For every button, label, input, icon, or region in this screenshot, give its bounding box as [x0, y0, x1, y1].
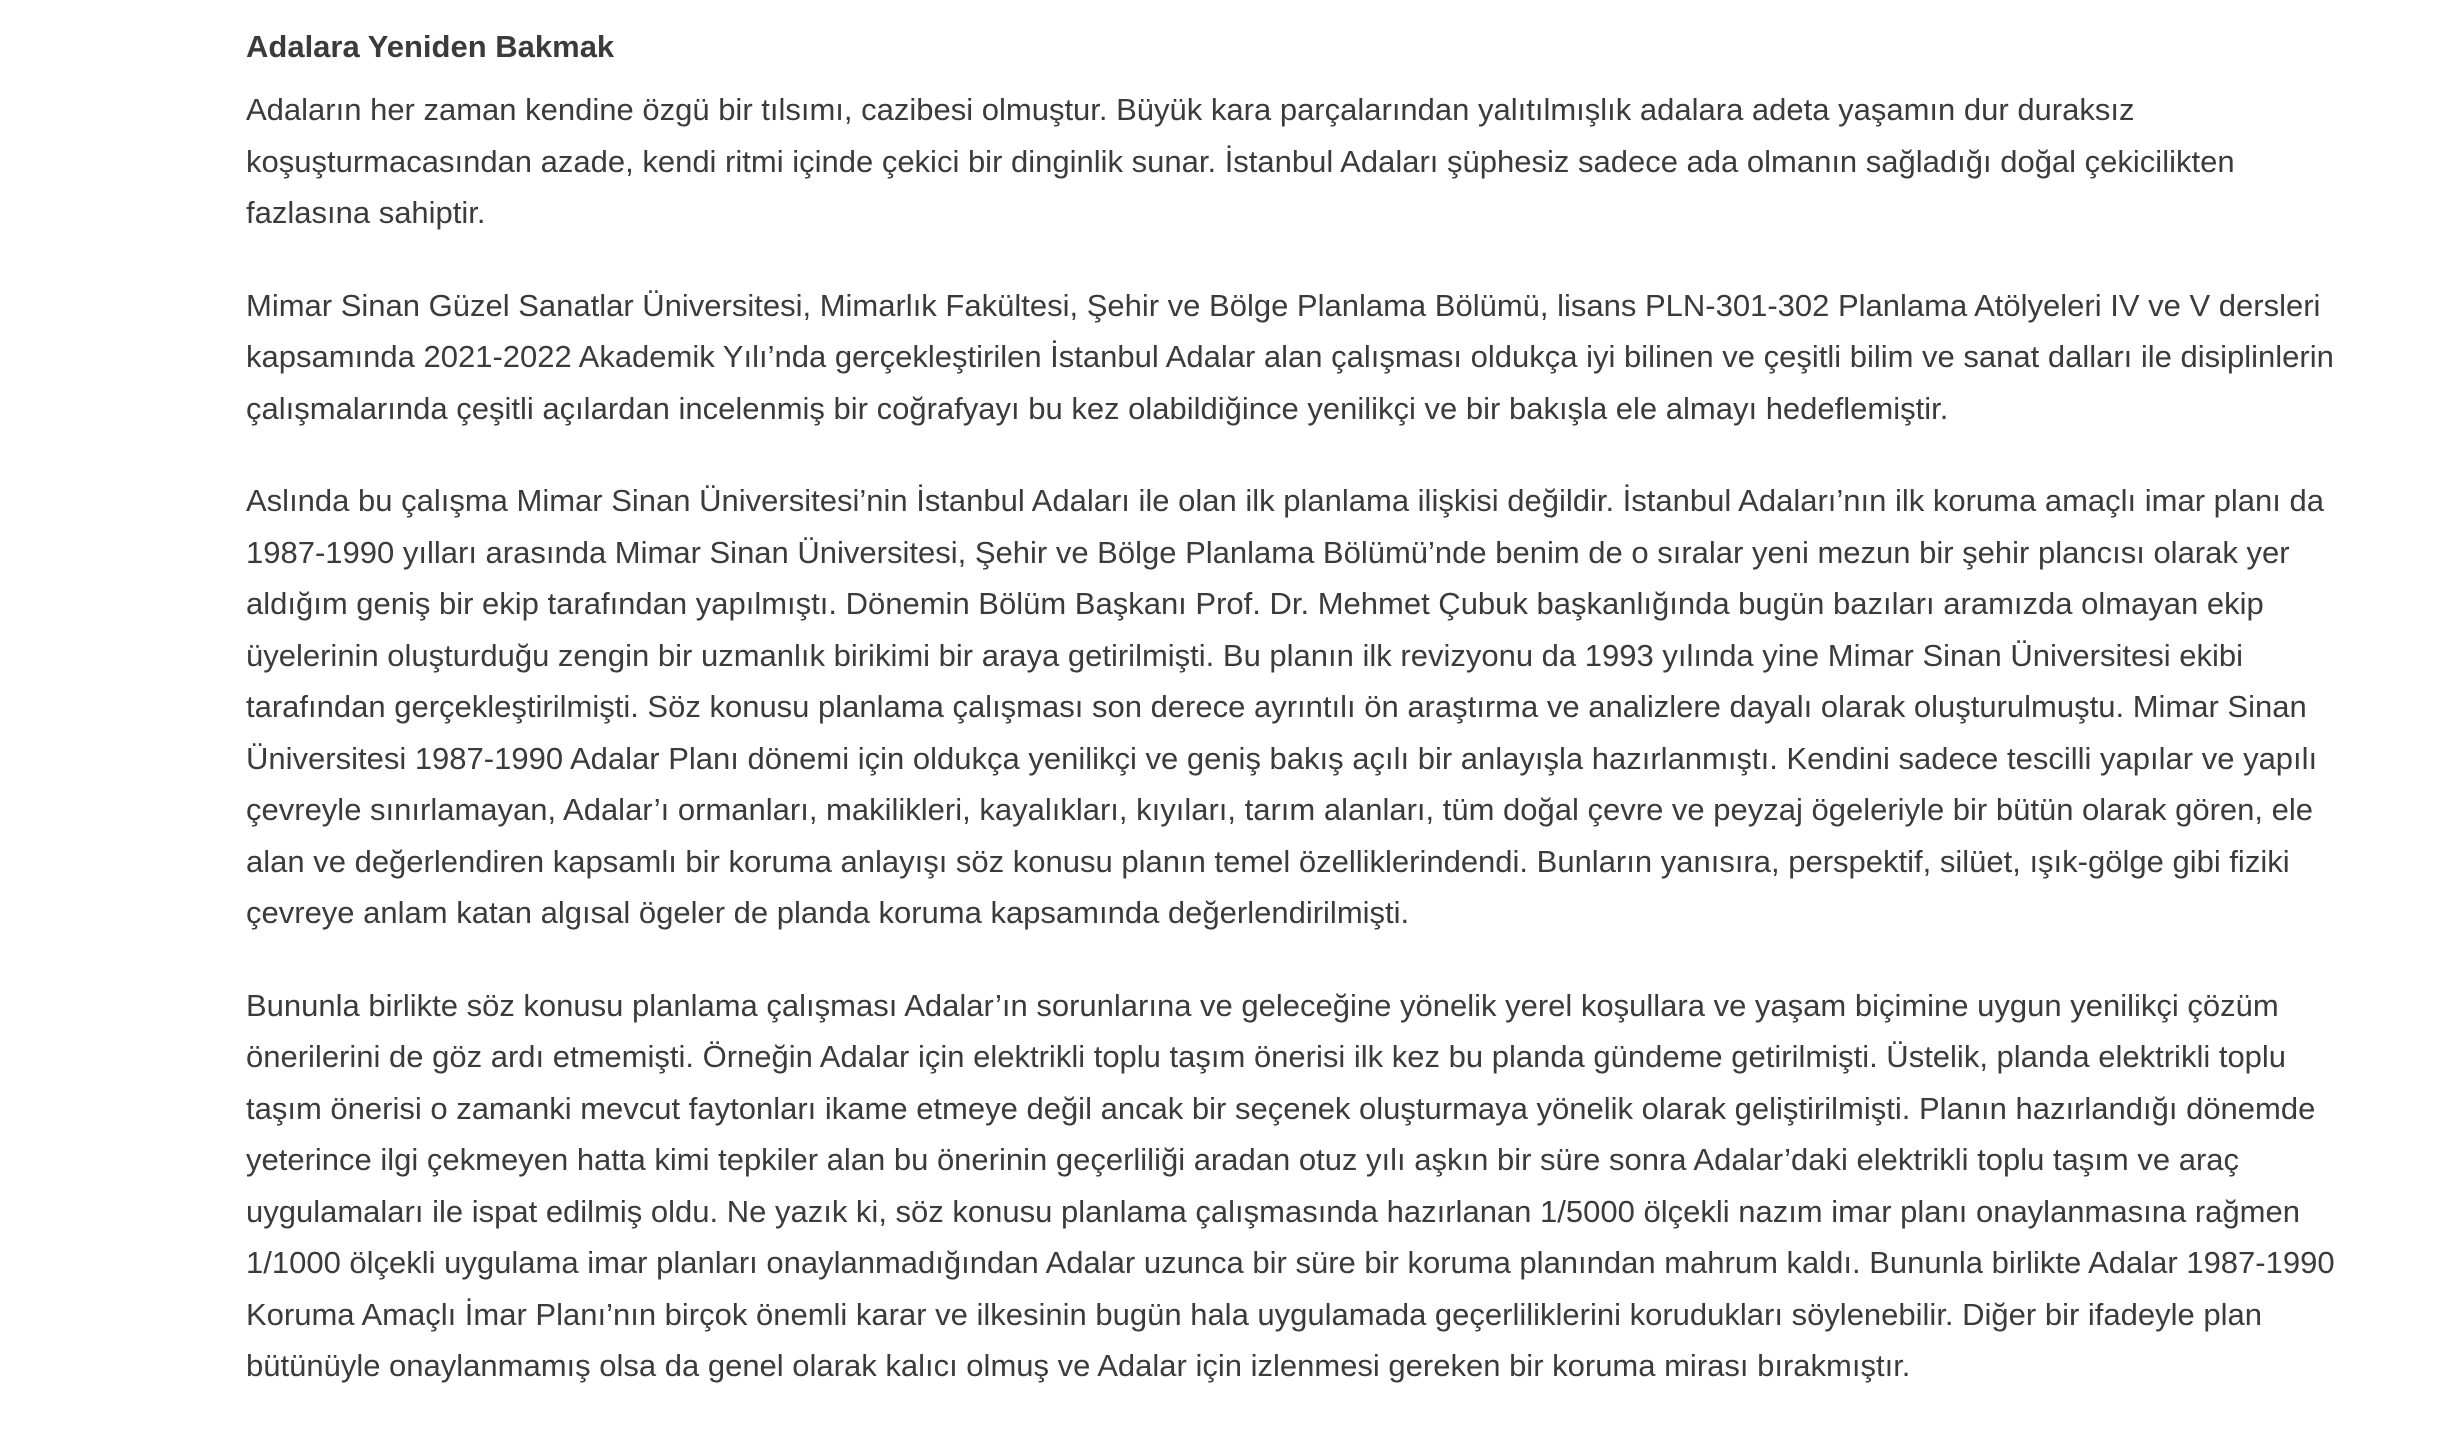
article-paragraph-3: Aslında bu çalışma Mimar Sinan Üniversitesi’nin İstanbul Adaları ile olan ilk planlama ilişkisi değildir. İstanbul Adaları’nın ilk koruma amaçlı imar planı da 1987-1990 yılları arasında Mimar Sinan Üniversitesi, Şehir ve Bölge Planlama Bölümü’nde benim de o sıralar yeni mezun bir şehir plancısı olarak yer aldığım geniş bir ekip tarafından yapılmıştı. Dönemin Bölüm Başkanı Prof. Dr. Mehmet Çubuk başkanlığında bugün bazıları aramızda olmayan ekip üyelerinin oluşturduğu zengin bir uzmanlık birikimi bir araya getirilmişti. Bu planın ilk revizyonu da 1993 yılında yine Mimar Sinan Üniversitesi ekibi tarafından gerçekleştirilmişti. Söz konusu planlama çalışması son derece ayrıntılı ön araştırma ve analizlere dayalı olarak oluşturulmuştu. Mimar Sinan Üniversitesi 1987-1990 Adalar Planı dönemi için oldukça yenilikçi ve geniş bakış açılı bir anlayışla hazırlanmıştı. Kendini sadece tescilli yapılar ve yapılı çevreyle sınırlamayan, Adalar’ı ormanları, makilikleri, kayalıkları, kıyıları, tarım alanları, tüm doğal çevre ve peyzaj ögeleriyle bir bütün olarak gören, ele alan ve değerlendiren kapsamlı bir koruma anlayışı söz konusu planın temel özelliklerindendi. Bunların yanısıra, perspektif, silüet, ışık-gölge gibi fiziki çevreye anlam katan algısal ögeler de planda koruma kapsamında değerlendirilmişti.	[246, 483, 2324, 930]
article-paragraph-2: Mimar Sinan Güzel Sanatlar Üniversitesi, Mimarlık Fakültesi, Şehir ve Bölge Planlama Bölümü, lisans PLN-301-302 Planlama Atölyeleri IV ve V dersleri kapsamında 2021-2022 Akademik Yılı’nda gerçekleştirilen İstanbul Adalar alan çalışması oldukça iyi bilinen ve çeşitli bilim ve sanat dalları ile disiplinlerin çalışmalarında çeşitli açılardan incelenmiş bir coğrafyayı bu kez olabildiğince yenilikçi ve bir bakışla ele almayı hedeflemiştir.	[246, 287, 2334, 426]
article	[246, 22, 2366, 1433]
article-paragraph-1: Adaların her zaman kendine özgü bir tılsımı, cazibesi olmuştur. Büyük kara parçalarından yalıtılmışlık adalara adeta yaşamın dur duraksız koşuşturmacasından azade, kendi ritmi içinde çekici bir dinginlik sunar. İstanbul Adaları şüphesiz sadece ada olmanın sağladığı doğal çekicilikten fazlasına sahiptir.	[246, 92, 2235, 230]
article-title: Adalara Yeniden Bakmak	[246, 29, 615, 64]
article-paragraph-4: Bununla birlikte söz konusu planlama çalışması Adalar’ın sorunlarına ve geleceğine yönelik yerel koşullara ve yaşam biçimine uygun yenilikçi çözüm önerilerini de göz ardı etmemişti. Örneğin Adalar için elektrikli toplu taşım önerisi ilk kez bu planda gündeme getirilmişti. Üstelik, planda elektrikli toplu taşım önerisi o zamanki mevcut faytonları ikame etmeye değil ancak bir seçenek oluşturmaya yönelik olarak geliştirilmişti. Planın hazırlandığı dönemde yeterince ilgi çekmeyen hatta kimi tepkiler alan bu önerinin geçerliliği aradan otuz yılı aşkın bir süre sonra Adalar’daki elektrikli toplu taşım ve araç uygulamaları ile ispat edilmiş oldu. Ne yazık ki, söz konusu planlama çalışmasında hazırlanan 1/5000 ölçekli nazım imar planı onaylanmasına rağmen 1/1000 ölçekli uygulama imar planları onaylanmadığından Adalar uzunca bir süre bir koruma planından mahrum kaldı. Bununla birlikte Adalar 1987-1990 Koruma Amaçlı İmar Planı’nın birçok önemli karar ve ilkesinin bugün hala uygulamada geçerliliklerini korudukları söylenebilir. Diğer bir ifadeyle plan bütünüyle onaylanmamış olsa da genel olarak kalıcı olmuş ve Adalar için izlenmesi gereken bir koruma mirası bırakmıştır.	[246, 987, 2335, 1383]
